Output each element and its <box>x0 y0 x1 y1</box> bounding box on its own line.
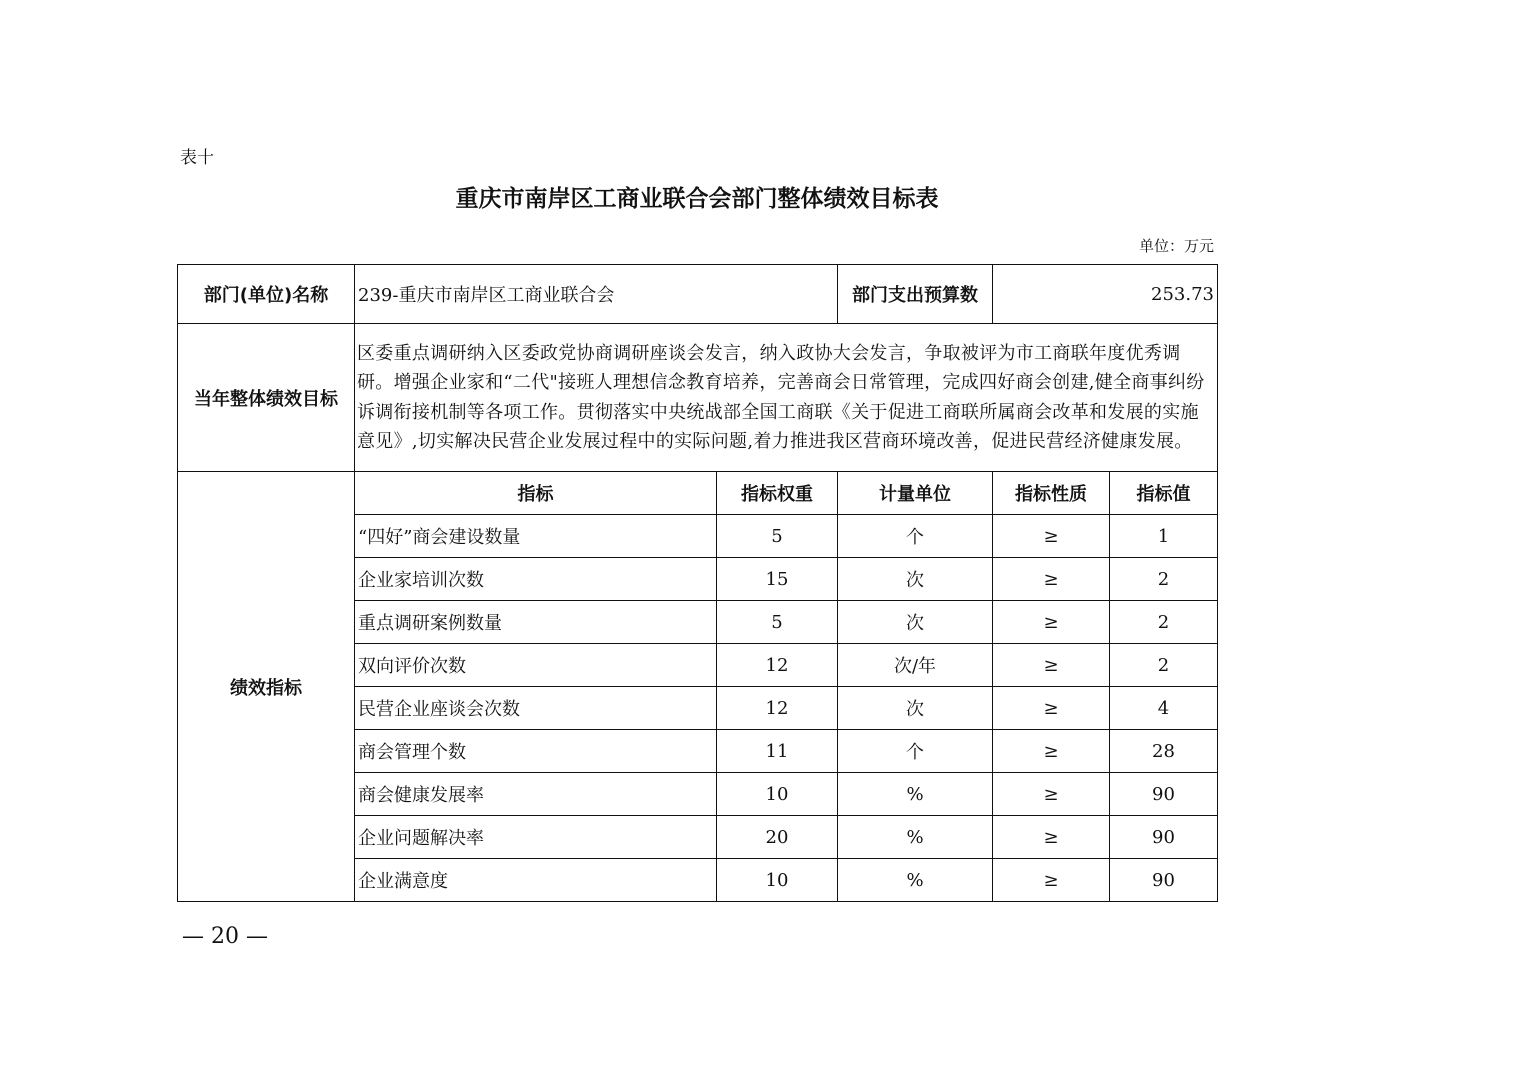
indicator-value: 28 <box>1110 730 1218 773</box>
indicator-name: 企业问题解决率 <box>355 816 717 859</box>
indicator-name: 企业满意度 <box>355 859 717 902</box>
page-title: 重庆市南岸区工商业联合会部门整体绩效目标表 <box>455 186 939 212</box>
indicator-unit: 次 <box>838 687 993 730</box>
indicator-unit: % <box>838 773 993 816</box>
indicator-unit: 个 <box>838 515 993 558</box>
indicator-name: 企业家培训次数 <box>355 558 717 601</box>
indicator-nature: ≥ <box>993 730 1110 773</box>
indicator-nature: ≥ <box>993 644 1110 687</box>
indicator-name: 双向评价次数 <box>355 644 717 687</box>
indicator-nature: ≥ <box>993 687 1110 730</box>
indicator-header-row <box>178 472 1218 515</box>
indicator-weight: 11 <box>717 730 838 773</box>
indicator-nature: ≥ <box>993 515 1110 558</box>
header-value: 指标值 <box>1110 472 1218 515</box>
indicator-weight: 10 <box>717 859 838 902</box>
header-nature: 指标性质 <box>993 472 1110 515</box>
dept-name-value: 239-重庆市南岸区工商业联合会 <box>355 265 838 324</box>
indicator-weight: 10 <box>717 773 838 816</box>
header-weight: 指标权重 <box>717 472 838 515</box>
indicator-value: 90 <box>1110 816 1218 859</box>
indicator-name: 商会健康发展率 <box>355 773 717 816</box>
header-indicator: 指标 <box>355 472 717 515</box>
indicator-name: 民营企业座谈会次数 <box>355 687 717 730</box>
indicator-weight: 5 <box>717 515 838 558</box>
indicator-value: 90 <box>1110 773 1218 816</box>
indicator-nature: ≥ <box>993 773 1110 816</box>
dept-name-label: 部门(单位)名称 <box>178 265 355 324</box>
budget-label: 部门支出预算数 <box>838 265 993 324</box>
page-number: — 20 — <box>182 924 268 949</box>
indicator-nature: ≥ <box>993 558 1110 601</box>
indicator-section-label: 绩效指标 <box>178 472 355 902</box>
indicator-weight: 20 <box>717 816 838 859</box>
goal-label: 当年整体绩效目标 <box>178 324 355 472</box>
budget-value: 253.73 <box>993 265 1218 324</box>
indicator-unit: 次 <box>838 558 993 601</box>
indicator-nature: ≥ <box>993 601 1110 644</box>
indicator-weight: 15 <box>717 558 838 601</box>
goal-row <box>178 324 1218 472</box>
goal-text: 区委重点调研纳入区委政党协商调研座谈会发言，纳入政协大会发言，争取被评为市工商联年度优秀调研。增强企业家和“二代"接班人理想信念教育培养，完善商会日常管理，完成四好商会创建,健全商事纠纷诉调衔接机制等各项工作。贯彻落实中央统战部全国工商联《关于促进工商联所属商会改革和发展的实施意见》,切实解决民营企业发展过程中的实际问题,着力推进我区营商环境改善，促进民营经济健康发展。 <box>355 324 1218 472</box>
indicator-weight: 12 <box>717 644 838 687</box>
indicator-value: 90 <box>1110 859 1218 902</box>
indicator-nature: ≥ <box>993 816 1110 859</box>
table-number-label: 表十 <box>180 148 214 168</box>
indicator-value: 4 <box>1110 687 1218 730</box>
indicator-name: 商会管理个数 <box>355 730 717 773</box>
indicator-value: 2 <box>1110 644 1218 687</box>
performance-table <box>177 264 1218 902</box>
indicator-unit: 个 <box>838 730 993 773</box>
indicator-value: 2 <box>1110 558 1218 601</box>
indicator-name: 重点调研案例数量 <box>355 601 717 644</box>
dept-row <box>178 265 1218 324</box>
indicator-value: 2 <box>1110 601 1218 644</box>
indicator-name: “四好”商会建设数量 <box>355 515 717 558</box>
indicator-value: 1 <box>1110 515 1218 558</box>
header-unit: 计量单位 <box>838 472 993 515</box>
indicator-weight: 5 <box>717 601 838 644</box>
unit-label: 单位：万元 <box>1138 237 1214 255</box>
indicator-unit: 次 <box>838 601 993 644</box>
indicator-nature: ≥ <box>993 859 1110 902</box>
indicator-unit: 次/年 <box>838 644 993 687</box>
indicator-unit: % <box>838 816 993 859</box>
indicator-weight: 12 <box>717 687 838 730</box>
indicator-unit: % <box>838 859 993 902</box>
